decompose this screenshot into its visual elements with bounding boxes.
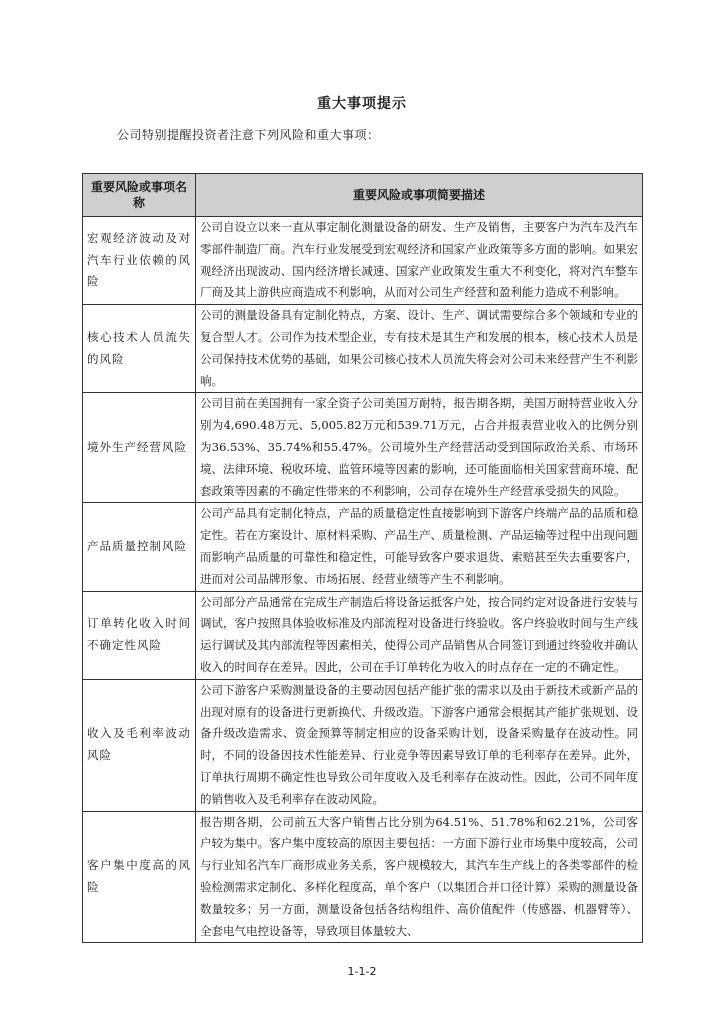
table-row xyxy=(83,811,643,943)
risk-name: 境外生产经营风险 xyxy=(83,393,196,503)
risk-description: 公司产品具有定制化特点，产品的质量稳定性直接影响到下游客户终端产品的品质和稳定性。若在方案设计、原材料采购、产品生产、质量检测、产品运输等过程中出现问题而影响产品质量的可靠性和稳定性，可能导致客户要求退货、索赔甚至失去重要客户，进而对公司品牌形象、市场拓展、经营业绩等产生不利影响。 xyxy=(196,503,643,591)
page-number: 1-1-2 xyxy=(347,965,377,978)
risk-name: 收入及毛利率波动风险 xyxy=(83,679,196,811)
page-title: 重大事项提示 xyxy=(317,96,407,112)
risk-name: 产品质量控制风险 xyxy=(83,503,196,591)
risk-description: 公司下游客户采购测量设备的主要动因包括产能扩张的需求以及由于新技术或新产品的出现对原有的设备进行更新换代、升级改造。下游客户通常会根据其产能扩张规划、设备升级改造需求、资金预算等制定相应的设备采购计划，设备采购量存在波动性。同时，不同的设备因技术性能差异、行业竞争等因素导致订单的毛利率存在差异。此外，订单执行周期不确定性也导致公司年度收入及毛利率存在波动性。因此，公司不同年度的销售收入及毛利率存在波动风险。 xyxy=(196,679,643,811)
risk-description: 公司自设立以来一直从事定制化测量设备的研发、生产及销售，主要客户为汽车及汽车零部件制造厂商。汽车行业发展受到宏观经济和国家产业政策等多方面的影响。如果宏观经济出现波动、国内经济增长减速、国家产业政策发生重大不利变化，将对汽车整车厂商及其上游供应商造成不利影响，从而对公司生产经营和盈利能力造成不利影响。 xyxy=(196,217,643,305)
table-row xyxy=(83,503,643,591)
risk-name: 客户集中度高的风险 xyxy=(83,811,196,943)
risk-name: 订单转化收入时间不确定性风险 xyxy=(83,591,196,679)
table-row xyxy=(83,393,643,503)
table-header-row xyxy=(83,174,643,217)
risk-description: 公司部分产品通常在完成生产制造后将设备运抵客户处，按合同约定对设备进行安装与调试，客户按照具体验收标准及内部流程对设备进行终验收。客户终验收时间与生产线运行调试及其内部流程等因素相关，使得公司产品销售从合同签订到通过终验收并确认收入的时间存在差异。因此，公司在手订单转化为收入的时点存在一定的不确定性。 xyxy=(196,591,643,679)
risk-name: 核心技术人员流失的风险 xyxy=(83,305,196,393)
intro-text: 公司特别提醒投资者注意下列风险和重大事项： xyxy=(117,128,380,142)
risk-description: 报告期各期，公司前五大客户销售占比分别为64.51%、51.78%和62.21%，公司客户较为集中。客户集中度较高的原因主要包括：一方面下游行业市场集中度较高，公司与行业知名汽车厂商形成业务关系，客户规模较大，其汽车生产线上的各类零部件的检验检测需求定制化、多样化程度高，单个客户（以集团合并口径计算）采购的测量设备数量较多；另一方面，测量设备包括各结构组件、高价值配件（传感器、机器臂等）、全套电气电控设备等，导致项目体量较大、 xyxy=(196,811,643,943)
table-row xyxy=(83,305,643,393)
table-row xyxy=(83,217,643,305)
risk-description: 公司目前在美国拥有一家全资子公司美国万耐特，报告期各期，美国万耐特营业收入分别为4,690.48万元、5,005.82万元和539.71万元，占合并报表营业收入的比例分别为36.53%、35.74%和55.47%。公司境外生产经营活动受到国际政治关系、市场环境、法律环境、税收环境、监管环境等因素的影响，还可能面临相关国家营商环境、配套政策等因素的不确定性带来的不利影响，公司存在境外生产经营承受损失的风险。 xyxy=(196,393,643,503)
header-risk-description: 重要风险或事项简要描述 xyxy=(196,174,643,217)
table-row xyxy=(83,591,643,679)
risk-description: 公司的测量设备具有定制化特点，方案、设计、生产、调试需要综合多个领域和专业的复合型人才。公司作为技术型企业，专有技术是其生产和发展的根本，核心技术人员是公司保持技术优势的基础，如果公司核心技术人员流失将会对公司未来经营产生不利影响。 xyxy=(196,305,643,393)
header-risk-name: 重要风险或事项名称 xyxy=(83,174,196,217)
table-row xyxy=(83,679,643,811)
risk-name: 宏观经济波动及对汽车行业依赖的风险 xyxy=(83,217,196,305)
risk-table xyxy=(82,173,643,943)
